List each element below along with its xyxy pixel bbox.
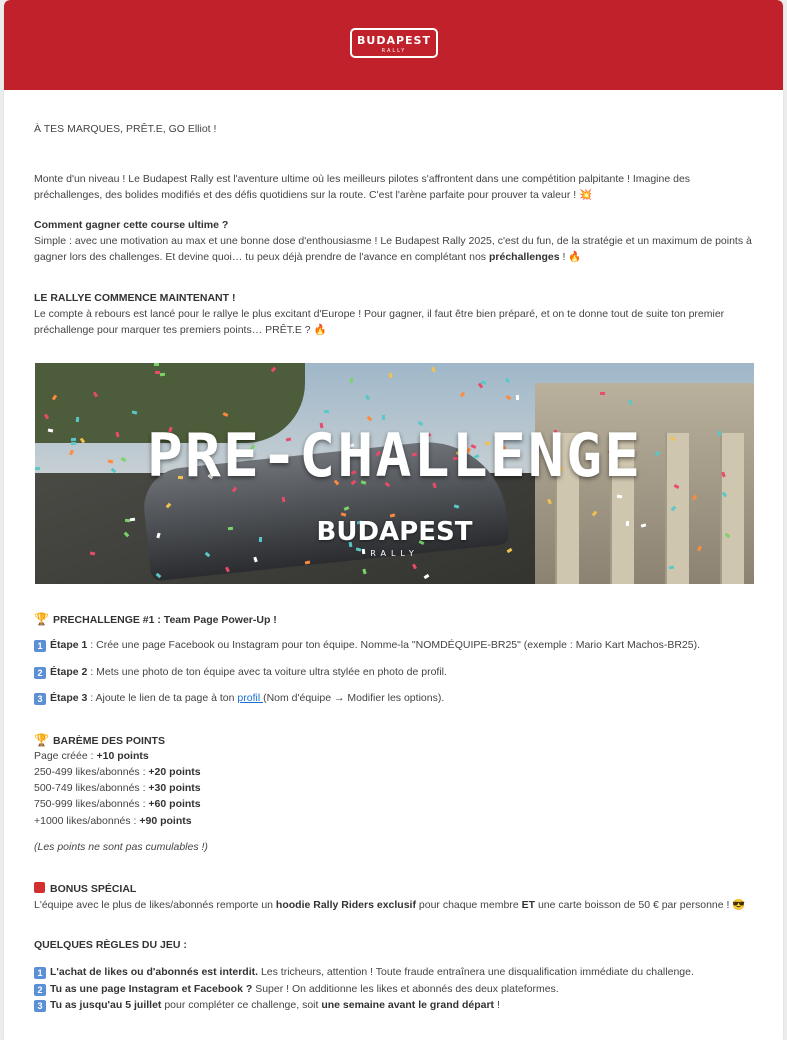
points-row-label: Page créée : xyxy=(34,750,97,762)
rule-3-bold: Tu as jusqu'au 5 juillet xyxy=(50,999,162,1011)
rule-3-bold-2: une semaine avant le grand départ xyxy=(321,999,495,1011)
prechallenge-banner-image[interactable] xyxy=(35,363,754,584)
confetti-piece xyxy=(154,363,159,366)
rule-3 xyxy=(34,997,759,1013)
banner-title: PRE-CHALLENGE xyxy=(146,421,643,491)
points-row-label: 750-999 likes/abonnés : xyxy=(34,798,149,810)
confetti-piece xyxy=(617,495,622,499)
profil-link[interactable]: profil xyxy=(237,692,264,704)
intro-paragraph xyxy=(34,171,759,203)
confetti-piece xyxy=(389,373,392,378)
confetti-piece xyxy=(160,373,165,377)
confetti-piece xyxy=(155,371,160,374)
step-2-text: : Mets une photo de ton équipe avec ta voiture ultra stylée en photo de profil. xyxy=(87,666,447,678)
rule-2-text: Super ! On additionne les likes et abonnés des deux plateformes. xyxy=(252,983,559,995)
bonus-bold-1: hoodie Rally Riders exclusif xyxy=(275,899,416,911)
points-row xyxy=(34,796,759,812)
email-header xyxy=(4,0,783,90)
how-to-win-paragraph xyxy=(34,233,759,265)
email-card xyxy=(4,0,783,1040)
rule-3-tail: ! xyxy=(494,999,500,1011)
rule-1 xyxy=(34,964,759,980)
rally-start-text: Le compte à rebours est lancé pour le rallye le plus excitant d'Europe ! Pour gagner, il faut être bien préparé, et on te donne tout de suite ton premier préchallenge pour marquer tes premiers points… PRÊT.E ? xyxy=(34,308,725,336)
step-1-label: Étape 1 xyxy=(50,639,88,651)
confetti-piece xyxy=(324,410,329,413)
prechallenges-bold: préchallenges xyxy=(488,251,560,263)
points-row-value: +90 points xyxy=(139,815,192,827)
confetti-piece xyxy=(600,392,605,395)
points-heading-text: BARÈME DES POINTS xyxy=(52,735,165,747)
points-row-label: 250-499 likes/abonnés : xyxy=(34,766,149,778)
logo-sub-text: RALLY xyxy=(381,48,407,54)
points-row-value: +10 points xyxy=(96,750,149,762)
collision-emoji-icon: 💥 xyxy=(579,189,593,201)
confetti-piece xyxy=(516,395,519,400)
keycap-1-icon: 1 xyxy=(34,640,46,652)
banner-brand-sub: RALLY xyxy=(370,549,419,558)
logo-main-text: BUDAPEST xyxy=(357,34,431,47)
points-row xyxy=(34,764,759,780)
step-3-label: Étape 3 xyxy=(50,692,88,704)
bonus-text-2: pour chaque membre xyxy=(415,899,522,911)
points-row-value: +20 points xyxy=(148,766,201,778)
rally-start-heading: LE RALLYE COMMENCE MAINTENANT ! xyxy=(34,292,236,304)
rule-2 xyxy=(34,981,759,997)
budapest-rally-logo[interactable] xyxy=(350,28,438,58)
rally-start-paragraph xyxy=(34,306,759,338)
keycap-1-icon: 1 xyxy=(34,967,46,979)
bonus-heading-text: BONUS SPÉCIAL xyxy=(50,883,137,895)
points-row-label: +1000 likes/abonnés : xyxy=(34,815,140,827)
rule-2-bold: Tu as une page Instagram et Facebook ? xyxy=(50,983,253,995)
intro-text: Monte d'un niveau ! Le Budapest Rally est l'aventure ultime où les meilleurs pilotes s'affrontent dans une compétition palpitante ! Imagine des préchallenges, des bolides modifiés et des défis quotidiens sur la route. C'est l'arène parfaite pour prouver ta valeur ! xyxy=(34,173,691,201)
rules-heading: QUELQUES RÈGLES DU JEU : xyxy=(34,939,187,951)
keycap-3-icon: 3 xyxy=(34,1000,46,1012)
fire-emoji-icon: 🔥 xyxy=(568,251,582,263)
points-note: (Les points ne sont pas cumulables !) xyxy=(34,841,208,853)
bonus-heading xyxy=(34,881,759,897)
keycap-2-icon: 2 xyxy=(34,667,46,679)
points-heading xyxy=(34,732,759,749)
bonus-paragraph xyxy=(34,897,759,913)
points-row xyxy=(34,813,759,829)
greeting: À TES MARQUES, PRÊT.E, GO Elliot ! xyxy=(34,123,217,135)
step-3-tail: (Nom d'équipe → Modifier les options). xyxy=(263,692,445,704)
keycap-2-icon: 2 xyxy=(34,984,46,996)
keycap-3-icon: 3 xyxy=(34,693,46,705)
bonus-text-1: L'équipe avec le plus de likes/abonnés remporte un xyxy=(34,899,276,911)
points-row xyxy=(34,780,759,796)
trophy-icon: 🏆 xyxy=(34,612,49,626)
confetti-piece xyxy=(282,497,286,502)
prechallenge-heading-text: PRECHALLENGE #1 : Team Page Power-Up ! xyxy=(52,614,277,626)
rule-1-bold: L'achat de likes ou d'abonnés est interdit. xyxy=(50,966,259,978)
step-3 xyxy=(34,690,759,706)
step-2 xyxy=(34,664,759,680)
points-row-label: 500-749 likes/abonnés : xyxy=(34,782,149,794)
how-to-win-text: Simple : avec une motivation au max et une bonne dose d'enthousiasme ! Le Budapest Rally 2025, c'est du fun, de la stratégie et un maximum de points à gagner lors des challenges. Et devine quoi… tu peux déjà prendre de l'avance en complétant nos xyxy=(34,235,752,263)
points-row-value: +30 points xyxy=(148,782,201,794)
how-to-win-tail: ! xyxy=(559,251,566,263)
banner-brand: BUDAPEST xyxy=(316,517,473,547)
step-3-text: : Ajoute le lien de ta page à ton xyxy=(87,692,238,704)
prechallenge-heading xyxy=(34,611,759,628)
step-2-label: Étape 2 xyxy=(50,666,88,678)
rule-3-text: pour compléter ce challenge, soit xyxy=(161,999,322,1011)
how-to-win-heading: Comment gagner cette course ultime ? xyxy=(34,219,229,231)
points-row-value: +60 points xyxy=(148,798,201,810)
rule-1-text: Les tricheurs, attention ! Toute fraude entraînera une disqualification immédiate du challenge. xyxy=(258,966,694,978)
trophy-icon: 🏆 xyxy=(34,733,49,747)
fire-emoji-icon: 🔥 xyxy=(313,324,327,336)
sunglasses-emoji-icon: 😎 xyxy=(732,899,746,911)
bonus-text-3: une carte boisson de 50 € par personne ! xyxy=(535,899,730,911)
bonus-bold-2: ET xyxy=(521,899,536,911)
siren-icon xyxy=(34,882,45,893)
step-1 xyxy=(34,637,759,653)
points-row xyxy=(34,748,759,764)
confetti-piece xyxy=(382,415,385,420)
step-1-text: : Crée une page Facebook ou Instagram pour ton équipe. Nomme-la "NOMDÉQUIPE-BR25" (exemple : Mario Kart Machos-BR25). xyxy=(87,639,700,651)
